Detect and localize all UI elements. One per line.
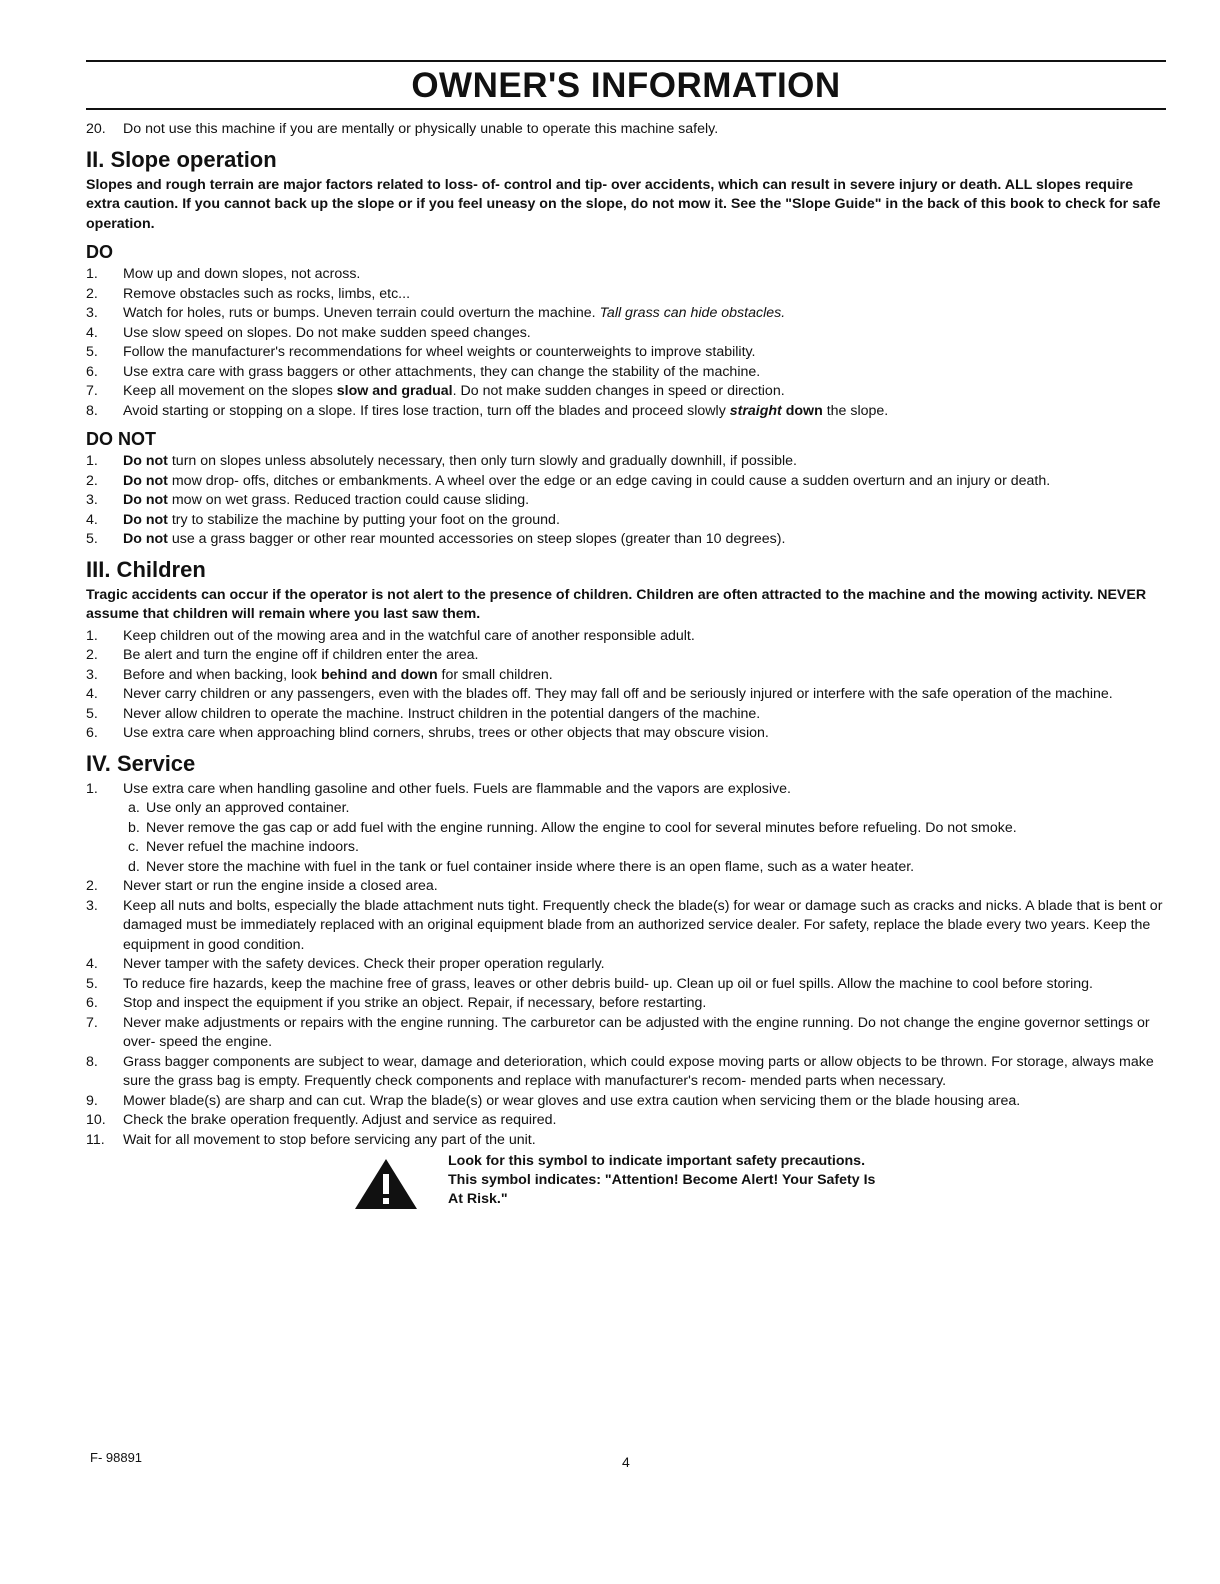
- do-list: [86, 265, 1166, 421]
- list-item: 4. Do not try to stabilize the machine by putting your foot on the ground.: [86, 511, 560, 528]
- list-item: 1. Do not turn on slopes unless absolutely necessary, then only turn slowly and gradually downhill, if possible.: [86, 453, 797, 469]
- safety-note: [86, 1152, 1166, 1212]
- list-item: 4. Never carry children or any passengers, even with the blades off. They may fall off and be seriously injured or interfere with the safe operation of the machine.: [86, 686, 1113, 702]
- do-not-heading: DO NOT: [86, 429, 156, 449]
- list-item: 1. Mow up and down slopes, not across.: [86, 266, 361, 282]
- list-item: 10. Check the brake operation frequently. Adjust and service as required.: [86, 1112, 557, 1128]
- slope-intro: Slopes and rough terrain are major factors related to loss- of- control and tip- over accidents, which can result in severe injury or death. ALL slopes require extra caution. If you cannot back up the slope or if you feel uneasy on the slope, do not mow it. See the "Slope Guide" in the back of this book to check for safe operation.: [86, 176, 1161, 232]
- list-item: 5. Never allow children to operate the machine. Instruct children in the potential dangers of the machine.: [86, 705, 761, 722]
- list-item: 2. Do not mow drop- offs, ditches or embankments. A wheel over the edge or an edge caving in could cause a sudden overturn and an injury or death.: [86, 472, 1051, 489]
- list-item: 8. Avoid starting or stopping on a slope. If tires lose traction, turn off the blades and proceed slowly straight down the slope.: [86, 402, 889, 419]
- list-item: 7. Never make adjustments or repairs with the engine running. The carburetor can be adjusted with the engine running. Do not change the engine governor settings or over- speed the engine.: [86, 1014, 1150, 1050]
- header-rule-bottom: [86, 108, 1166, 110]
- list-item: 1. Keep children out of the mowing area and in the watchful care of another responsible adult.: [86, 627, 695, 644]
- list-item: 4. Never tamper with the safety devices. Check their proper operation regularly.: [86, 956, 605, 972]
- header-rule-top: [86, 60, 1166, 62]
- list-item: 4. Use slow speed on slopes. Do not make sudden speed changes.: [86, 324, 531, 341]
- list-item: 2. Remove obstacles such as rocks, limbs, etc...: [86, 285, 411, 302]
- sub-list-item: c. Never refuel the machine indoors.: [128, 839, 359, 855]
- list-item: 8. Grass bagger components are subject to wear, damage and deterioration, which could expose moving parts or allow objects to be thrown. For storage, always make sure the grass bag is empty. Frequently check components and replace with manufacturer's recom- mended parts when necessary.: [86, 1053, 1154, 1089]
- list-item: 9. Mower blade(s) are sharp and can cut. Wrap the blade(s) or wear gloves and use extra caution when servicing them or the blade housing area.: [86, 1092, 1021, 1109]
- document-code: F- 98891: [90, 1450, 143, 1465]
- list-item: 5. Follow the manufacturer's recommendations for wheel weights or counterweights to improve stability.: [86, 344, 756, 360]
- sub-list-item: b. Never remove the gas cap or add fuel with the engine running. Allow the engine to cool for several minutes before refueling. Do not smoke.: [128, 819, 1017, 836]
- list-item: 1. Use extra care when handling gasoline and other fuels. Fuels are flammable and the vapors are explosive.: [86, 780, 791, 797]
- safety-note-text: Look for this symbol to indicate important safety precautions. This symbol indicates: "Attention! Become Alert! Your Safety Is At Risk.": [448, 1153, 876, 1207]
- children-intro: Tragic accidents can occur if the operator is not alert to the presence of children. Children are often attracted to the machine and the mowing activity. NEVER assume that children will remain where you last saw them.: [86, 586, 1147, 622]
- sub-list-item: a. Use only an approved container.: [128, 800, 350, 816]
- list-item: 7. Keep all movement on the slopes slow and gradual. Do not make sudden changes in speed or direction.: [86, 383, 785, 399]
- warning-triangle-icon: [354, 1158, 418, 1210]
- service-list: [86, 780, 1166, 1151]
- list-item: 6. Stop and inspect the equipment if you strike an object. Repair, if necessary, before restarting.: [86, 995, 707, 1011]
- list-item: 5. Do not use a grass bagger or other rear mounted accessories on steep slopes (greater than 10 degrees).: [86, 531, 786, 547]
- list-item: 2. Be alert and turn the engine off if children enter the area.: [86, 647, 479, 663]
- page-title: OWNER'S INFORMATION: [411, 66, 841, 105]
- sub-list-item: d. Never store the machine with fuel in the tank or fuel container inside where there is an open flame, such as a water heater.: [128, 858, 915, 875]
- section-heading-children: III. Children: [86, 556, 206, 582]
- list-item: 5. To reduce fire hazards, keep the machine free of grass, leaves or other debris build- up. Clean up oil or fuel spills. Allow the machine to cool before storing.: [86, 975, 1093, 992]
- do-not-list: [86, 452, 1166, 550]
- list-item: 20. Do not use this machine if you are mentally or physically unable to operate this machine safely.: [86, 121, 719, 137]
- list-item: 6. Use extra care with grass baggers or other attachments, they can change the stability of the machine.: [86, 363, 761, 380]
- children-list: [86, 627, 1166, 744]
- document-page: [86, 60, 1166, 1212]
- page-number: 4: [622, 1454, 630, 1470]
- list-item: 2. Never start or run the engine inside a closed area.: [86, 878, 438, 894]
- list-item: 11. Wait for all movement to stop before servicing any part of the unit.: [86, 1131, 536, 1148]
- list-item: 6. Use extra care when approaching blind corners, shrubs, trees or other objects that may obscure vision.: [86, 725, 769, 741]
- list-item: 3. Keep all nuts and bolts, especially the blade attachment nuts tight. Frequently check the blade(s) for wear or damage such as cracks and nicks. A blade that is bent or damaged must be immediately replaced with an original equipment blade from an authorized service dealer. For safety, replace the blade every two years. Keep the equipment in good condition.: [86, 897, 1163, 953]
- section-heading-service: IV. Service: [86, 750, 196, 776]
- section-heading-slope: II. Slope operation: [86, 146, 277, 172]
- list-item: 3. Before and when backing, look behind and down for small children.: [86, 666, 553, 683]
- do-heading: DO: [86, 242, 113, 262]
- list-item: 3. Do not mow on wet grass. Reduced traction could cause sliding.: [86, 492, 530, 508]
- list-item: 3. Watch for holes, ruts or bumps. Uneven terrain could overturn the machine. Tall grass can hide obstacles.: [86, 305, 786, 321]
